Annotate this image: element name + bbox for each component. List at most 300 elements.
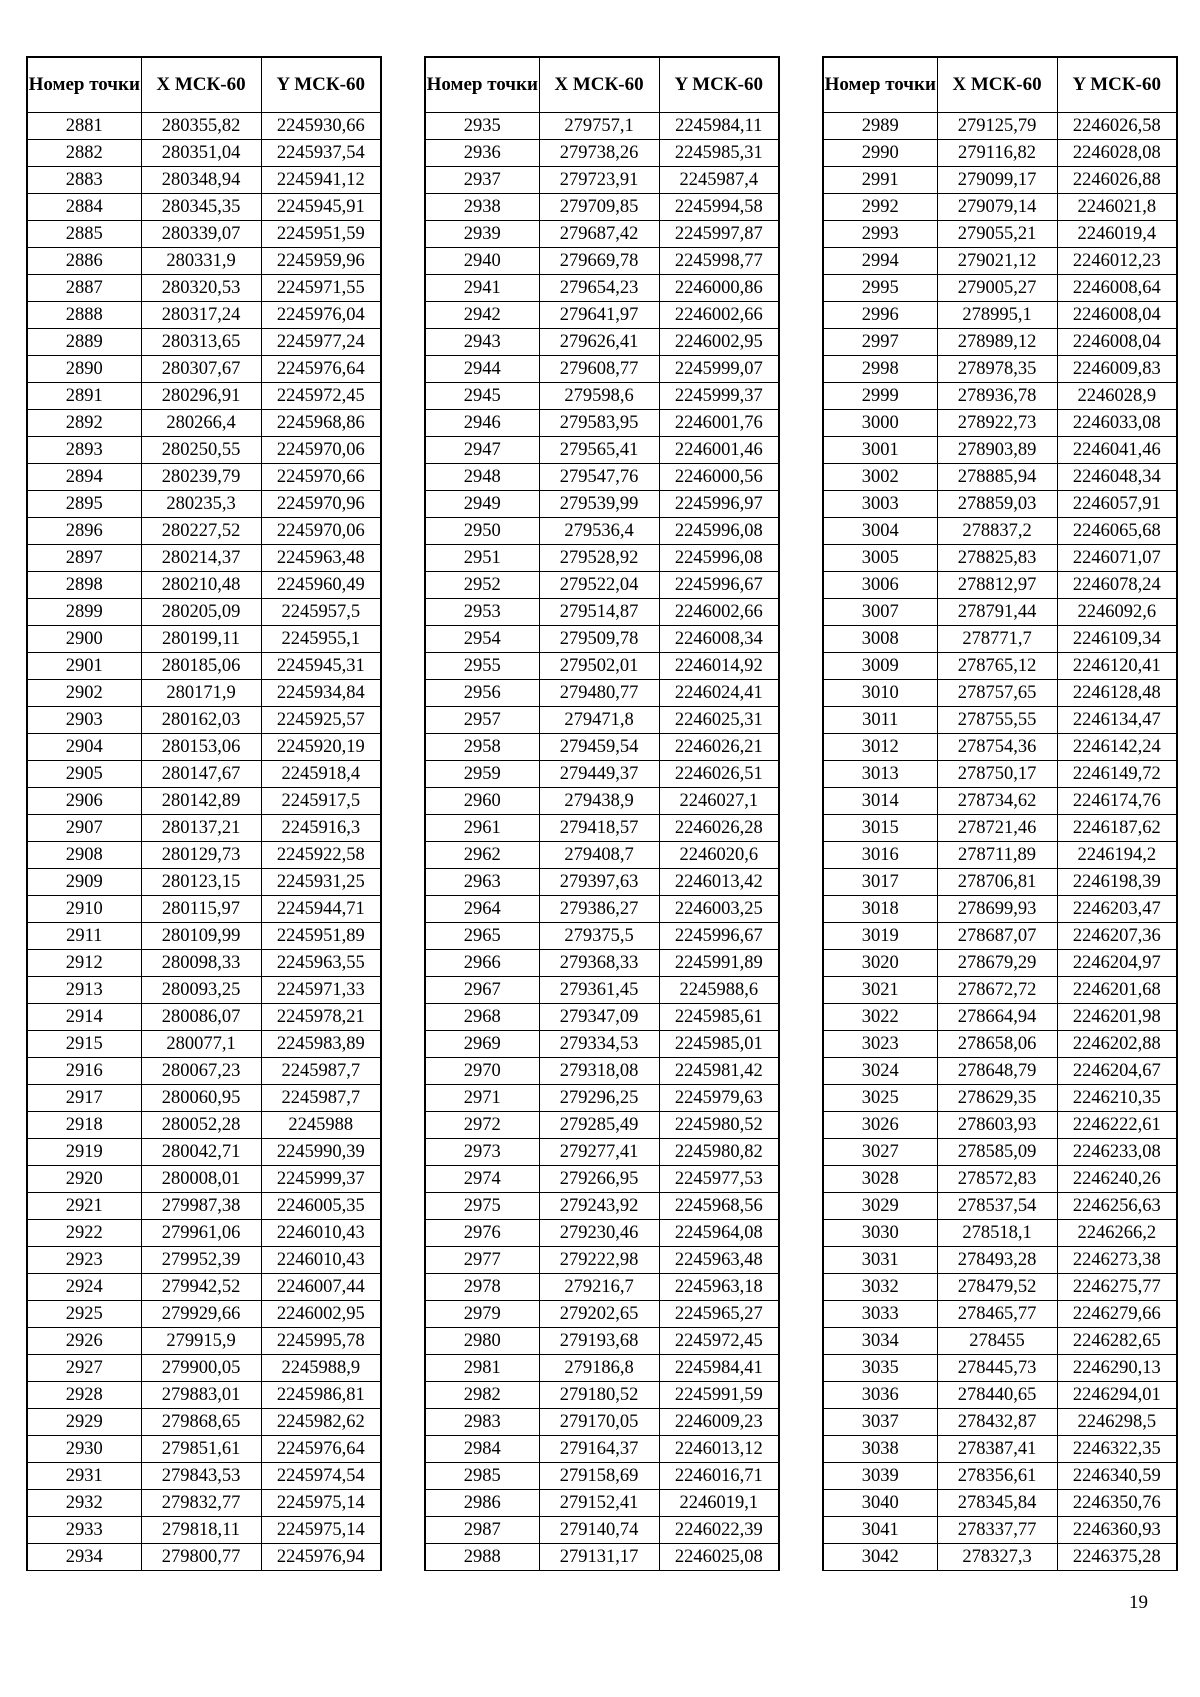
y-coordinate-cell: 2245982,62 bbox=[261, 1409, 381, 1436]
point-number-cell: 2907 bbox=[27, 815, 141, 842]
y-coordinate-cell: 2245951,89 bbox=[261, 923, 381, 950]
y-coordinate-cell: 2246007,44 bbox=[261, 1274, 381, 1301]
x-coordinate-cell: 280296,91 bbox=[141, 383, 261, 410]
x-coordinate-cell: 280171,9 bbox=[141, 680, 261, 707]
table-row bbox=[425, 1409, 779, 1436]
table-body bbox=[425, 113, 779, 1571]
y-coordinate-cell: 2245970,66 bbox=[261, 464, 381, 491]
y-coordinate-cell: 2246002,95 bbox=[659, 329, 779, 356]
point-number-cell: 2887 bbox=[27, 275, 141, 302]
table-row bbox=[823, 1220, 1177, 1247]
x-coordinate-cell: 279583,95 bbox=[539, 410, 659, 437]
x-coordinate-cell: 278903,89 bbox=[937, 437, 1057, 464]
x-coordinate-cell: 279987,38 bbox=[141, 1193, 261, 1220]
table-row bbox=[425, 1544, 779, 1571]
x-coordinate-cell: 278387,41 bbox=[937, 1436, 1057, 1463]
table-row bbox=[823, 977, 1177, 1004]
y-coordinate-cell: 2246222,61 bbox=[1057, 1112, 1177, 1139]
coordinates-table-3 bbox=[822, 56, 1178, 1571]
y-coordinate-cell: 2245979,63 bbox=[659, 1085, 779, 1112]
table-row bbox=[425, 1247, 779, 1274]
table-row bbox=[823, 1436, 1177, 1463]
y-coordinate-cell: 2245997,87 bbox=[659, 221, 779, 248]
x-coordinate-cell: 279243,92 bbox=[539, 1193, 659, 1220]
x-coordinate-cell: 279140,74 bbox=[539, 1517, 659, 1544]
point-number-cell: 3040 bbox=[823, 1490, 937, 1517]
point-number-cell: 3011 bbox=[823, 707, 937, 734]
x-coordinate-cell: 279277,41 bbox=[539, 1139, 659, 1166]
point-number-cell: 2949 bbox=[425, 491, 539, 518]
x-coordinate-cell: 278936,78 bbox=[937, 383, 1057, 410]
table-row bbox=[425, 140, 779, 167]
y-coordinate-cell: 2245984,41 bbox=[659, 1355, 779, 1382]
x-coordinate-cell: 280331,9 bbox=[141, 248, 261, 275]
table-row bbox=[425, 1166, 779, 1193]
x-coordinate-cell: 278812,97 bbox=[937, 572, 1057, 599]
point-number-cell: 2978 bbox=[425, 1274, 539, 1301]
y-coordinate-cell: 2245934,84 bbox=[261, 680, 381, 707]
x-coordinate-cell: 280052,28 bbox=[141, 1112, 261, 1139]
y-coordinate-cell: 2245922,58 bbox=[261, 842, 381, 869]
y-coordinate-cell: 2245980,82 bbox=[659, 1139, 779, 1166]
x-coordinate-cell: 279397,63 bbox=[539, 869, 659, 896]
x-coordinate-cell: 279266,95 bbox=[539, 1166, 659, 1193]
x-coordinate-cell: 278699,93 bbox=[937, 896, 1057, 923]
x-coordinate-cell: 279285,49 bbox=[539, 1112, 659, 1139]
point-number-cell: 2892 bbox=[27, 410, 141, 437]
point-number-cell: 2941 bbox=[425, 275, 539, 302]
point-number-cell: 2919 bbox=[27, 1139, 141, 1166]
x-coordinate-cell: 280307,67 bbox=[141, 356, 261, 383]
x-coordinate-cell: 278989,12 bbox=[937, 329, 1057, 356]
x-coordinate-cell: 278757,65 bbox=[937, 680, 1057, 707]
point-number-cell: 3028 bbox=[823, 1166, 937, 1193]
point-number-cell: 3021 bbox=[823, 977, 937, 1004]
point-number-cell: 2889 bbox=[27, 329, 141, 356]
y-coordinate-cell: 2246149,72 bbox=[1057, 761, 1177, 788]
y-coordinate-cell: 2246065,68 bbox=[1057, 518, 1177, 545]
y-coordinate-cell: 2246019,1 bbox=[659, 1490, 779, 1517]
table-row bbox=[27, 1544, 381, 1571]
y-coordinate-cell: 2245978,21 bbox=[261, 1004, 381, 1031]
x-coordinate-cell: 279347,09 bbox=[539, 1004, 659, 1031]
table-row bbox=[425, 653, 779, 680]
point-number-cell: 2908 bbox=[27, 842, 141, 869]
y-coordinate-cell: 2246071,07 bbox=[1057, 545, 1177, 572]
table-row bbox=[27, 302, 381, 329]
point-number-cell: 2988 bbox=[425, 1544, 539, 1571]
x-coordinate-cell: 279459,54 bbox=[539, 734, 659, 761]
point-number-cell: 2886 bbox=[27, 248, 141, 275]
point-number-cell: 2975 bbox=[425, 1193, 539, 1220]
x-coordinate-cell: 278603,93 bbox=[937, 1112, 1057, 1139]
point-number-cell: 3016 bbox=[823, 842, 937, 869]
header-x: X МСК-60 bbox=[539, 57, 659, 113]
table-row bbox=[823, 1085, 1177, 1112]
table-row bbox=[823, 302, 1177, 329]
y-coordinate-cell: 2246021,8 bbox=[1057, 194, 1177, 221]
x-coordinate-cell: 280067,23 bbox=[141, 1058, 261, 1085]
table-row bbox=[425, 842, 779, 869]
x-coordinate-cell: 279480,77 bbox=[539, 680, 659, 707]
y-coordinate-cell: 2245991,89 bbox=[659, 950, 779, 977]
y-coordinate-cell: 2245975,14 bbox=[261, 1490, 381, 1517]
table-row bbox=[823, 410, 1177, 437]
table-row bbox=[823, 680, 1177, 707]
x-coordinate-cell: 278687,07 bbox=[937, 923, 1057, 950]
y-coordinate-cell: 2246013,42 bbox=[659, 869, 779, 896]
y-coordinate-cell: 2246026,28 bbox=[659, 815, 779, 842]
point-number-cell: 2954 bbox=[425, 626, 539, 653]
table-row bbox=[823, 1166, 1177, 1193]
table-row bbox=[823, 788, 1177, 815]
table-row bbox=[425, 626, 779, 653]
y-coordinate-cell: 2246240,26 bbox=[1057, 1166, 1177, 1193]
table-row bbox=[425, 545, 779, 572]
x-coordinate-cell: 278755,55 bbox=[937, 707, 1057, 734]
point-number-cell: 2917 bbox=[27, 1085, 141, 1112]
point-number-cell: 2883 bbox=[27, 167, 141, 194]
x-coordinate-cell: 279843,53 bbox=[141, 1463, 261, 1490]
y-coordinate-cell: 2246275,77 bbox=[1057, 1274, 1177, 1301]
y-coordinate-cell: 2246024,41 bbox=[659, 680, 779, 707]
point-number-cell: 2890 bbox=[27, 356, 141, 383]
x-coordinate-cell: 278337,77 bbox=[937, 1517, 1057, 1544]
point-number-cell: 2928 bbox=[27, 1382, 141, 1409]
x-coordinate-cell: 280086,07 bbox=[141, 1004, 261, 1031]
x-coordinate-cell: 280320,53 bbox=[141, 275, 261, 302]
table-row bbox=[823, 491, 1177, 518]
point-number-cell: 2911 bbox=[27, 923, 141, 950]
y-coordinate-cell: 2246013,12 bbox=[659, 1436, 779, 1463]
table-row bbox=[823, 1517, 1177, 1544]
table-row bbox=[27, 437, 381, 464]
table-row bbox=[27, 896, 381, 923]
table-row bbox=[425, 1436, 779, 1463]
x-coordinate-cell: 280348,94 bbox=[141, 167, 261, 194]
x-coordinate-cell: 278432,87 bbox=[937, 1409, 1057, 1436]
table-row bbox=[27, 221, 381, 248]
table-row bbox=[27, 1436, 381, 1463]
table-row bbox=[27, 680, 381, 707]
x-coordinate-cell: 278327,3 bbox=[937, 1544, 1057, 1571]
y-coordinate-cell: 2245996,67 bbox=[659, 572, 779, 599]
y-coordinate-cell: 2246198,39 bbox=[1057, 869, 1177, 896]
point-number-cell: 3001 bbox=[823, 437, 937, 464]
y-coordinate-cell: 2245918,4 bbox=[261, 761, 381, 788]
y-coordinate-cell: 2246010,43 bbox=[261, 1247, 381, 1274]
y-coordinate-cell: 2245976,94 bbox=[261, 1544, 381, 1571]
x-coordinate-cell: 279193,68 bbox=[539, 1328, 659, 1355]
y-coordinate-cell: 2246204,97 bbox=[1057, 950, 1177, 977]
x-coordinate-cell: 279152,41 bbox=[539, 1490, 659, 1517]
table-row bbox=[425, 761, 779, 788]
table-row bbox=[27, 572, 381, 599]
x-coordinate-cell: 279386,27 bbox=[539, 896, 659, 923]
point-number-cell: 2986 bbox=[425, 1490, 539, 1517]
y-coordinate-cell: 2245955,1 bbox=[261, 626, 381, 653]
table-row bbox=[425, 113, 779, 140]
y-coordinate-cell: 2246001,76 bbox=[659, 410, 779, 437]
table-row bbox=[823, 167, 1177, 194]
x-coordinate-cell: 279131,17 bbox=[539, 1544, 659, 1571]
y-coordinate-cell: 2246008,04 bbox=[1057, 329, 1177, 356]
page-number: 19 bbox=[1129, 1592, 1148, 1613]
header-point-number: Номер точки bbox=[27, 57, 141, 113]
y-coordinate-cell: 2246266,2 bbox=[1057, 1220, 1177, 1247]
point-number-cell: 2909 bbox=[27, 869, 141, 896]
x-coordinate-cell: 280109,99 bbox=[141, 923, 261, 950]
x-coordinate-cell: 279502,01 bbox=[539, 653, 659, 680]
x-coordinate-cell: 280317,24 bbox=[141, 302, 261, 329]
table-row bbox=[425, 1328, 779, 1355]
table-row bbox=[823, 653, 1177, 680]
table-row bbox=[823, 1544, 1177, 1571]
table-row bbox=[823, 707, 1177, 734]
table-row bbox=[27, 869, 381, 896]
table-row bbox=[27, 1490, 381, 1517]
x-coordinate-cell: 278648,79 bbox=[937, 1058, 1057, 1085]
y-coordinate-cell: 2245991,59 bbox=[659, 1382, 779, 1409]
y-coordinate-cell: 2245983,89 bbox=[261, 1031, 381, 1058]
point-number-cell: 2953 bbox=[425, 599, 539, 626]
point-number-cell: 3002 bbox=[823, 464, 937, 491]
x-coordinate-cell: 280339,07 bbox=[141, 221, 261, 248]
point-number-cell: 3015 bbox=[823, 815, 937, 842]
table-row bbox=[27, 1031, 381, 1058]
x-coordinate-cell: 279915,9 bbox=[141, 1328, 261, 1355]
y-coordinate-cell: 2245937,54 bbox=[261, 140, 381, 167]
x-coordinate-cell: 278572,83 bbox=[937, 1166, 1057, 1193]
y-coordinate-cell: 2246057,91 bbox=[1057, 491, 1177, 518]
x-coordinate-cell: 279116,82 bbox=[937, 140, 1057, 167]
y-coordinate-cell: 2246026,21 bbox=[659, 734, 779, 761]
header-point-number: Номер точки bbox=[425, 57, 539, 113]
table-row bbox=[823, 761, 1177, 788]
table-row bbox=[27, 734, 381, 761]
y-coordinate-cell: 2246134,47 bbox=[1057, 707, 1177, 734]
x-coordinate-cell: 279509,78 bbox=[539, 626, 659, 653]
table-row bbox=[27, 950, 381, 977]
point-number-cell: 2958 bbox=[425, 734, 539, 761]
x-coordinate-cell: 278825,83 bbox=[937, 545, 1057, 572]
y-coordinate-cell: 2245959,96 bbox=[261, 248, 381, 275]
x-coordinate-cell: 278658,06 bbox=[937, 1031, 1057, 1058]
table-row bbox=[823, 329, 1177, 356]
x-coordinate-cell: 279961,06 bbox=[141, 1220, 261, 1247]
table-row bbox=[27, 1193, 381, 1220]
point-number-cell: 2994 bbox=[823, 248, 937, 275]
point-number-cell: 3025 bbox=[823, 1085, 937, 1112]
x-coordinate-cell: 279222,98 bbox=[539, 1247, 659, 1274]
y-coordinate-cell: 2245981,42 bbox=[659, 1058, 779, 1085]
x-coordinate-cell: 279408,7 bbox=[539, 842, 659, 869]
table-row bbox=[27, 977, 381, 1004]
point-number-cell: 3041 bbox=[823, 1517, 937, 1544]
y-coordinate-cell: 2245986,81 bbox=[261, 1382, 381, 1409]
point-number-cell: 2996 bbox=[823, 302, 937, 329]
table-row bbox=[27, 1409, 381, 1436]
y-coordinate-cell: 2246003,25 bbox=[659, 896, 779, 923]
table-row bbox=[425, 869, 779, 896]
table-row bbox=[823, 1274, 1177, 1301]
table-row bbox=[27, 113, 381, 140]
point-number-cell: 2970 bbox=[425, 1058, 539, 1085]
y-coordinate-cell: 2245951,59 bbox=[261, 221, 381, 248]
table-row bbox=[823, 1301, 1177, 1328]
point-number-cell: 3004 bbox=[823, 518, 937, 545]
table-row bbox=[823, 356, 1177, 383]
y-coordinate-cell: 2245988,9 bbox=[261, 1355, 381, 1382]
x-coordinate-cell: 280355,82 bbox=[141, 113, 261, 140]
table-row bbox=[27, 1517, 381, 1544]
point-number-cell: 3037 bbox=[823, 1409, 937, 1436]
y-coordinate-cell: 2246203,47 bbox=[1057, 896, 1177, 923]
y-coordinate-cell: 2245987,4 bbox=[659, 167, 779, 194]
point-number-cell: 2882 bbox=[27, 140, 141, 167]
y-coordinate-cell: 2245999,37 bbox=[659, 383, 779, 410]
y-coordinate-cell: 2246233,08 bbox=[1057, 1139, 1177, 1166]
point-number-cell: 2947 bbox=[425, 437, 539, 464]
y-coordinate-cell: 2246375,28 bbox=[1057, 1544, 1177, 1571]
x-coordinate-cell: 280077,1 bbox=[141, 1031, 261, 1058]
x-coordinate-cell: 280137,21 bbox=[141, 815, 261, 842]
point-number-cell: 3031 bbox=[823, 1247, 937, 1274]
table-row bbox=[425, 1355, 779, 1382]
y-coordinate-cell: 2246360,93 bbox=[1057, 1517, 1177, 1544]
x-coordinate-cell: 279055,21 bbox=[937, 221, 1057, 248]
x-coordinate-cell: 279079,14 bbox=[937, 194, 1057, 221]
point-number-cell: 3030 bbox=[823, 1220, 937, 1247]
x-coordinate-cell: 278734,62 bbox=[937, 788, 1057, 815]
table-row bbox=[823, 923, 1177, 950]
point-number-cell: 2925 bbox=[27, 1301, 141, 1328]
point-number-cell: 2963 bbox=[425, 869, 539, 896]
x-coordinate-cell: 279418,57 bbox=[539, 815, 659, 842]
y-coordinate-cell: 2245996,97 bbox=[659, 491, 779, 518]
point-number-cell: 2989 bbox=[823, 113, 937, 140]
table-row bbox=[27, 842, 381, 869]
point-number-cell: 2913 bbox=[27, 977, 141, 1004]
table-row bbox=[425, 1085, 779, 1112]
table-row bbox=[27, 1085, 381, 1112]
x-coordinate-cell: 279296,25 bbox=[539, 1085, 659, 1112]
table-row bbox=[27, 329, 381, 356]
table-row bbox=[27, 383, 381, 410]
x-coordinate-cell: 280250,55 bbox=[141, 437, 261, 464]
y-coordinate-cell: 2246026,58 bbox=[1057, 113, 1177, 140]
x-coordinate-cell: 279449,37 bbox=[539, 761, 659, 788]
x-coordinate-cell: 278465,77 bbox=[937, 1301, 1057, 1328]
x-coordinate-cell: 280205,09 bbox=[141, 599, 261, 626]
table-row bbox=[823, 599, 1177, 626]
point-number-cell: 2929 bbox=[27, 1409, 141, 1436]
table-row bbox=[823, 1058, 1177, 1085]
x-coordinate-cell: 278791,44 bbox=[937, 599, 1057, 626]
y-coordinate-cell: 2245976,64 bbox=[261, 356, 381, 383]
table-row bbox=[27, 194, 381, 221]
table-row bbox=[425, 923, 779, 950]
x-coordinate-cell: 278711,89 bbox=[937, 842, 1057, 869]
x-coordinate-cell: 279709,85 bbox=[539, 194, 659, 221]
table-row bbox=[27, 653, 381, 680]
table-row bbox=[425, 1220, 779, 1247]
point-number-cell: 3008 bbox=[823, 626, 937, 653]
y-coordinate-cell: 2245972,45 bbox=[659, 1328, 779, 1355]
table-row bbox=[27, 1463, 381, 1490]
x-coordinate-cell: 279851,61 bbox=[141, 1436, 261, 1463]
y-coordinate-cell: 2246028,08 bbox=[1057, 140, 1177, 167]
x-coordinate-cell: 278664,94 bbox=[937, 1004, 1057, 1031]
table-row bbox=[27, 761, 381, 788]
point-number-cell: 2951 bbox=[425, 545, 539, 572]
table-row bbox=[823, 383, 1177, 410]
y-coordinate-cell: 2246340,59 bbox=[1057, 1463, 1177, 1490]
table-row bbox=[425, 410, 779, 437]
x-coordinate-cell: 279547,76 bbox=[539, 464, 659, 491]
y-coordinate-cell: 2246282,65 bbox=[1057, 1328, 1177, 1355]
point-number-cell: 2995 bbox=[823, 275, 937, 302]
point-number-cell: 2898 bbox=[27, 572, 141, 599]
table-row bbox=[823, 815, 1177, 842]
table-row bbox=[823, 1463, 1177, 1490]
y-coordinate-cell: 2246279,66 bbox=[1057, 1301, 1177, 1328]
point-number-cell: 3033 bbox=[823, 1301, 937, 1328]
y-coordinate-cell: 2245944,71 bbox=[261, 896, 381, 923]
point-number-cell: 2922 bbox=[27, 1220, 141, 1247]
table-row bbox=[27, 815, 381, 842]
x-coordinate-cell: 278672,72 bbox=[937, 977, 1057, 1004]
point-number-cell: 2921 bbox=[27, 1193, 141, 1220]
table-row bbox=[823, 869, 1177, 896]
x-coordinate-cell: 279757,1 bbox=[539, 113, 659, 140]
y-coordinate-cell: 2246092,6 bbox=[1057, 599, 1177, 626]
y-coordinate-cell: 2245990,39 bbox=[261, 1139, 381, 1166]
x-coordinate-cell: 279334,53 bbox=[539, 1031, 659, 1058]
x-coordinate-cell: 279942,52 bbox=[141, 1274, 261, 1301]
point-number-cell: 2969 bbox=[425, 1031, 539, 1058]
x-coordinate-cell: 279514,87 bbox=[539, 599, 659, 626]
x-coordinate-cell: 279883,01 bbox=[141, 1382, 261, 1409]
table-row bbox=[823, 1355, 1177, 1382]
point-number-cell: 2893 bbox=[27, 437, 141, 464]
point-number-cell: 2900 bbox=[27, 626, 141, 653]
y-coordinate-cell: 2246142,24 bbox=[1057, 734, 1177, 761]
point-number-cell: 2936 bbox=[425, 140, 539, 167]
x-coordinate-cell: 278995,1 bbox=[937, 302, 1057, 329]
point-number-cell: 3010 bbox=[823, 680, 937, 707]
point-number-cell: 3017 bbox=[823, 869, 937, 896]
y-coordinate-cell: 2245916,3 bbox=[261, 815, 381, 842]
table-row bbox=[823, 437, 1177, 464]
point-number-cell: 2977 bbox=[425, 1247, 539, 1274]
table-row bbox=[823, 842, 1177, 869]
point-number-cell: 2956 bbox=[425, 680, 539, 707]
y-coordinate-cell: 2246019,4 bbox=[1057, 221, 1177, 248]
table-row bbox=[823, 464, 1177, 491]
x-coordinate-cell: 279687,42 bbox=[539, 221, 659, 248]
point-number-cell: 2992 bbox=[823, 194, 937, 221]
point-number-cell: 3000 bbox=[823, 410, 937, 437]
table-row bbox=[425, 1058, 779, 1085]
y-coordinate-cell: 2246000,86 bbox=[659, 275, 779, 302]
point-number-cell: 2932 bbox=[27, 1490, 141, 1517]
y-coordinate-cell: 2245988 bbox=[261, 1112, 381, 1139]
y-coordinate-cell: 2245995,78 bbox=[261, 1328, 381, 1355]
x-coordinate-cell: 278706,81 bbox=[937, 869, 1057, 896]
x-coordinate-cell: 278440,65 bbox=[937, 1382, 1057, 1409]
table-row bbox=[425, 1463, 779, 1490]
